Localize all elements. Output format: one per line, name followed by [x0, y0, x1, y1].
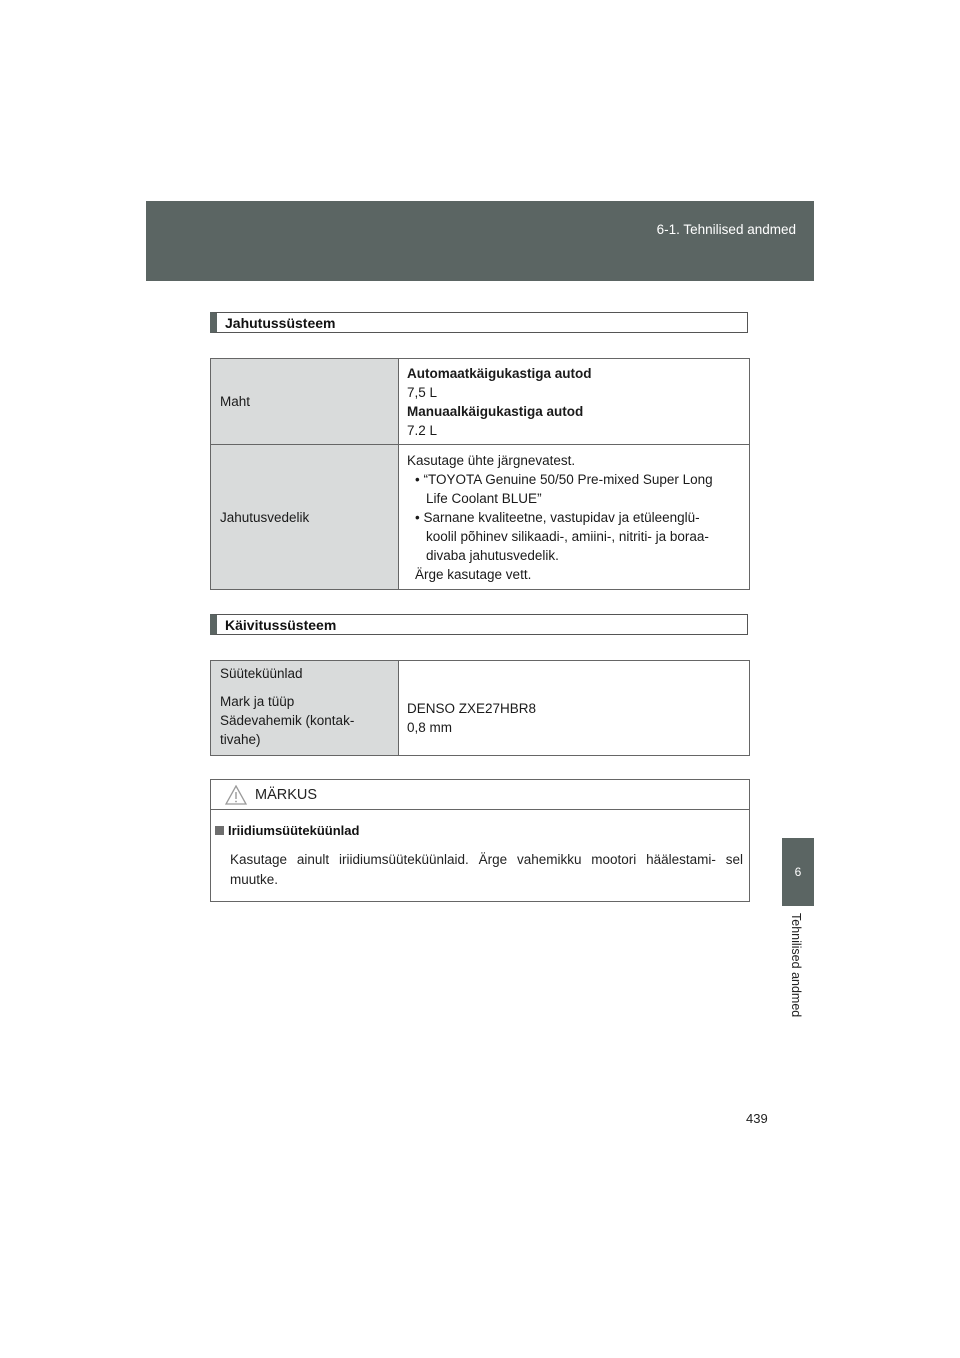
chapter-tab-number: 6: [794, 865, 802, 879]
coolant-row: [211, 445, 750, 590]
spark-plug-row: [211, 661, 750, 756]
note-item-heading: [215, 823, 359, 838]
make-type-label: Mark ja tüüp: [220, 694, 295, 709]
spark-plugs-label: Süüteküünlad: [220, 666, 303, 681]
coolant-bullet-1: • “TOYOTA Genuine 50/50 Pre-mixed Super Long: [415, 471, 713, 487]
page-header-band: [146, 201, 814, 281]
coolant-outro: Ärge kasutage vett.: [415, 566, 532, 582]
spark-plug-values: [399, 661, 750, 756]
capacity-row: [211, 359, 750, 445]
cooling-spec-table: [210, 358, 750, 590]
manual-transmission-capacity: 7.2 L: [407, 422, 438, 438]
spark-plug-labels: [211, 661, 399, 756]
coolant-intro: Kasutage ühte järgnevatest.: [407, 452, 576, 468]
chapter-title: 6-1. Tehnilised andmed: [656, 222, 796, 237]
plug-gap-label: Sädevahemik (kontak-: [220, 713, 355, 728]
starting-system-heading-text: Käivitussüsteem: [225, 617, 337, 633]
auto-transmission-capacity: 7,5 L: [407, 384, 438, 400]
note-box: [210, 779, 750, 902]
note-header: [211, 780, 749, 810]
coolant-bullet-1-cont: Life Coolant BLUE”: [426, 490, 542, 506]
starting-system-heading: [210, 614, 748, 635]
coolant-bullet-2-cont: koolil põhinev silikaadi-, amiini-, nitriti- ja boraa-: [426, 528, 709, 544]
note-item-title: Iriidiumsüüteküünlad: [228, 823, 360, 838]
cooling-system-heading: [210, 312, 748, 333]
square-bullet-icon: [215, 826, 224, 835]
chapter-tab: [782, 838, 814, 906]
caution-triangle-icon: [225, 785, 247, 805]
coolant-values: [399, 445, 750, 590]
page-number: 439: [746, 1111, 768, 1126]
capacity-label: Maht: [211, 359, 399, 445]
auto-transmission-title: Automaatkäigukastiga autod: [407, 365, 592, 381]
starting-spec-table: [210, 660, 750, 756]
coolant-label: Jahutusvedelik: [211, 445, 399, 590]
note-item-text: Kasutage ainult iriidiumsüüteküünlaid. Ärge vahemikku mootori häälestami- sel muutke.: [230, 852, 743, 887]
note-title: MÄRKUS: [255, 787, 318, 803]
spark-plug-gap: 0,8 mm: [407, 720, 453, 735]
cooling-system-heading-text: Jahutussüsteem: [225, 315, 336, 331]
plug-gap-label-cont: tivahe): [220, 732, 261, 747]
coolant-bullet-2: • Sarnane kvaliteetne, vastupidav ja etüleenglü-: [415, 509, 700, 525]
manual-transmission-title: Manuaalkäigukastiga autod: [407, 403, 584, 419]
chapter-side-label: Tehnilised andmed: [789, 913, 803, 1018]
spark-plug-make: DENSO ZXE27HBR8: [407, 701, 537, 716]
capacity-values: [399, 359, 750, 445]
coolant-bullet-2-cont-2: divaba jahutusvedelik.: [426, 547, 559, 563]
